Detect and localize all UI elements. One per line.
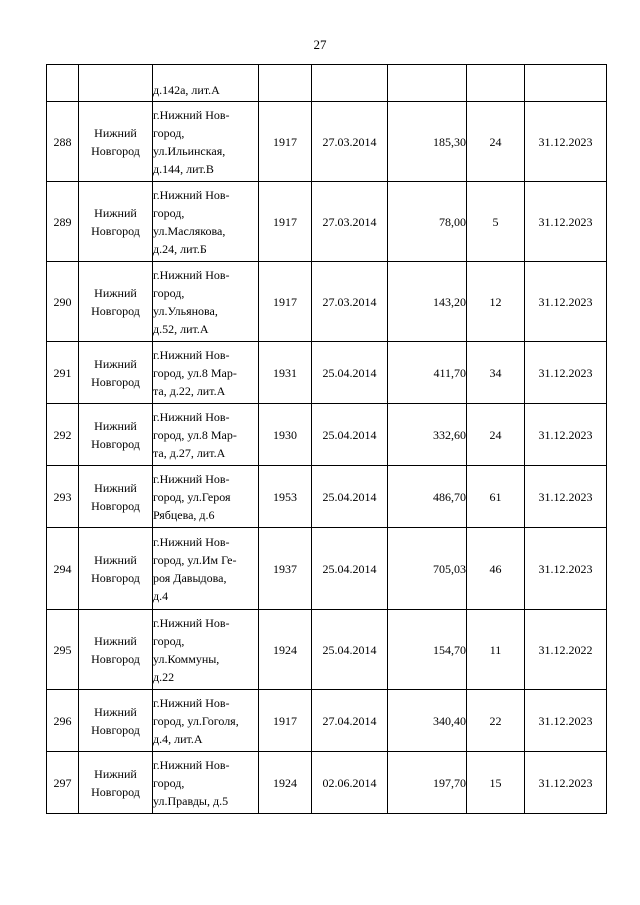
cell-num [47, 610, 79, 690]
address-line: д.142а, лит.А [153, 83, 220, 97]
row-number: 297 [53, 775, 72, 790]
recognition-date: 27.03.2014 [322, 214, 377, 229]
address-line: д.144, лит.В [153, 161, 214, 176]
recognition-date: 27.03.2014 [322, 294, 377, 309]
cell-area [388, 404, 467, 466]
residents-count: 22 [489, 713, 502, 728]
address-line: д.22 [153, 669, 175, 684]
city-line: Новгород [91, 722, 140, 737]
row-number: 295 [53, 642, 72, 657]
cell-date [312, 466, 388, 528]
area-value: 185,30 [433, 134, 466, 149]
table-row [47, 404, 607, 466]
cell-year [259, 262, 312, 342]
table-row [47, 102, 607, 182]
city-line: Нижний [94, 633, 137, 648]
address-line: г.Нижний Нов- [153, 757, 230, 772]
table-row [47, 752, 607, 814]
row-number: 288 [53, 134, 72, 149]
address-line: город, ул.8 Мар- [153, 365, 237, 380]
cell-date [312, 262, 388, 342]
cell-city [79, 752, 153, 814]
area-value: 197,70 [433, 775, 466, 790]
cell-deadline [525, 65, 607, 102]
row-number: 291 [53, 365, 72, 380]
cell-city [79, 466, 153, 528]
city-line: Новгород [91, 784, 140, 799]
cell-residents [467, 342, 525, 404]
cell-date [312, 102, 388, 182]
recognition-date: 25.04.2014 [322, 489, 377, 504]
cell-date [312, 610, 388, 690]
cell-deadline [525, 182, 607, 262]
cell-deadline [525, 342, 607, 404]
resettlement-deadline: 31.12.2023 [538, 365, 593, 380]
resettlement-deadline: 31.12.2023 [538, 134, 593, 149]
cell-date [312, 404, 388, 466]
residents-count: 34 [489, 365, 502, 380]
cell-date [312, 182, 388, 262]
page-number: 27 [313, 37, 327, 52]
table-row [47, 262, 607, 342]
city-line: Новгород [91, 570, 140, 585]
cell-num [47, 102, 79, 182]
cell-city [79, 102, 153, 182]
cell-area [388, 752, 467, 814]
area-value: 332,60 [433, 427, 466, 442]
resettlement-deadline: 31.12.2023 [538, 294, 593, 309]
area-value: 143,20 [433, 294, 466, 309]
address-line: город, ул.8 Мар- [153, 427, 237, 442]
address-line: город, ул.Им Ге- [153, 552, 237, 567]
residents-count: 11 [489, 642, 502, 657]
cell-num [47, 182, 79, 262]
cell-num [47, 342, 79, 404]
cell-area [388, 102, 467, 182]
city-line: Новгород [91, 374, 140, 389]
address-line: ул.Правды, д.5 [153, 793, 229, 808]
cell-area [388, 182, 467, 262]
cell-residents [467, 610, 525, 690]
build-year: 1924 [273, 775, 297, 790]
cell-year [259, 610, 312, 690]
address-line: та, д.22, лит.А [153, 383, 226, 398]
cell-city [79, 182, 153, 262]
address-line: г.Нижний Нов- [153, 107, 230, 122]
city-line: Нижний [94, 125, 137, 140]
city-line: Новгород [91, 436, 140, 451]
address-line: г.Нижний Нов- [153, 534, 230, 549]
cell-date [312, 752, 388, 814]
cell-deadline [525, 102, 607, 182]
table-row [47, 182, 607, 262]
recognition-date: 02.06.2014 [322, 775, 377, 790]
cell-year [259, 102, 312, 182]
address-line: Рябцева, д.6 [153, 507, 215, 522]
resettlement-deadline: 31.12.2022 [538, 642, 593, 657]
row-number: 290 [53, 294, 72, 309]
cell-address [153, 610, 259, 690]
cell-residents [467, 102, 525, 182]
cell-deadline [525, 752, 607, 814]
city-line: Новгород [91, 651, 140, 666]
address-line: город, [153, 633, 185, 648]
cell-year [259, 528, 312, 610]
cell-address [153, 182, 259, 262]
city-line: Нижний [94, 766, 137, 781]
area-value: 340,40 [433, 713, 466, 728]
cell-date [312, 342, 388, 404]
address-line: г.Нижний Нов- [153, 471, 230, 486]
resettlement-deadline: 31.12.2023 [538, 214, 593, 229]
residents-count: 5 [492, 214, 499, 229]
residents-count: 24 [489, 427, 502, 442]
cell-city [79, 342, 153, 404]
address-line: г.Нижний Нов- [153, 347, 230, 362]
cell-deadline [525, 404, 607, 466]
build-year: 1917 [273, 134, 297, 149]
city-line: Нижний [94, 356, 137, 371]
cell-city [79, 528, 153, 610]
cell-area [388, 528, 467, 610]
build-year: 1917 [273, 713, 297, 728]
city-line: Нижний [94, 418, 137, 433]
cell-area [388, 65, 467, 102]
build-year: 1937 [273, 561, 297, 576]
build-year: 1917 [273, 214, 297, 229]
cell-city [79, 262, 153, 342]
city-line: Новгород [91, 223, 140, 238]
cell-city [79, 610, 153, 690]
cell-address [153, 690, 259, 752]
cell-date [312, 690, 388, 752]
recognition-date: 25.04.2014 [322, 427, 377, 442]
cell-residents [467, 466, 525, 528]
cell-city [79, 65, 153, 102]
recognition-date: 25.04.2014 [322, 561, 377, 576]
address-line: г.Нижний Нов- [153, 409, 230, 424]
build-year: 1930 [273, 427, 297, 442]
cell-deadline [525, 466, 607, 528]
area-value: 411,70 [433, 365, 466, 380]
cell-residents [467, 262, 525, 342]
address-line: д.4 [153, 588, 169, 603]
cell-city [79, 404, 153, 466]
address-line: ул.Ульянова, [153, 303, 218, 318]
cell-address [153, 752, 259, 814]
residents-count: 61 [489, 489, 502, 504]
area-value: 486,70 [433, 489, 466, 504]
city-line: Новгород [91, 143, 140, 158]
recognition-date: 25.04.2014 [322, 642, 377, 657]
residents-count: 12 [489, 294, 502, 309]
cell-area [388, 610, 467, 690]
address-line: д.24, лит.Б [153, 241, 207, 256]
build-year: 1931 [273, 365, 297, 380]
address-line: г.Нижний Нов- [153, 267, 230, 282]
area-value: 154,70 [433, 642, 466, 657]
cell-area [388, 690, 467, 752]
cell-address [153, 102, 259, 182]
cell-year [259, 404, 312, 466]
address-line: ул.Коммуны, [153, 651, 220, 666]
row-number: 292 [53, 427, 72, 442]
address-line: г.Нижний Нов- [153, 695, 230, 710]
recognition-date: 25.04.2014 [322, 365, 377, 380]
cell-year [259, 182, 312, 262]
city-line: Нижний [94, 480, 137, 495]
residents-count: 15 [489, 775, 502, 790]
cell-address [153, 404, 259, 466]
row-number: 294 [53, 561, 72, 576]
cell-address [153, 528, 259, 610]
address-line: город, ул.Гоголя, [153, 713, 239, 728]
cell-num [47, 466, 79, 528]
cell-deadline [525, 262, 607, 342]
cell-residents [467, 690, 525, 752]
address-line: город, [153, 285, 185, 300]
cell-date [312, 528, 388, 610]
continuation-row [47, 65, 607, 102]
address-line: ул.Ильинская, [153, 143, 226, 158]
cell-address [153, 262, 259, 342]
city-line: Нижний [94, 285, 137, 300]
cell-year [259, 466, 312, 528]
area-value: 705,03 [433, 561, 466, 576]
address-line: роя Давыдова, [153, 570, 227, 585]
cell-city [79, 690, 153, 752]
build-year: 1953 [273, 489, 297, 504]
cell-area [388, 342, 467, 404]
cell-address [153, 342, 259, 404]
recognition-date: 27.03.2014 [322, 134, 377, 149]
address-line: та, д.27, лит.А [153, 445, 226, 460]
cell-residents [467, 404, 525, 466]
address-line: город, [153, 775, 185, 790]
city-line: Нижний [94, 704, 137, 719]
build-year: 1924 [273, 642, 297, 657]
city-line: Новгород [91, 498, 140, 513]
cell-num [47, 752, 79, 814]
address-line: город, [153, 205, 185, 220]
row-number: 293 [53, 489, 72, 504]
cell-deadline [525, 690, 607, 752]
row-number: 296 [53, 713, 72, 728]
cell-deadline [525, 610, 607, 690]
table-row [47, 342, 607, 404]
cell-residents [467, 182, 525, 262]
address-line: город, [153, 125, 185, 140]
resettlement-deadline: 31.12.2023 [538, 489, 593, 504]
cell-year [259, 690, 312, 752]
table-row [47, 528, 607, 610]
build-year: 1917 [273, 294, 297, 309]
resettlement-deadline: 31.12.2023 [538, 561, 593, 576]
area-value: 78,00 [439, 214, 466, 229]
housing-registry-table [46, 64, 607, 814]
resettlement-deadline: 31.12.2023 [538, 775, 593, 790]
cell-area [388, 466, 467, 528]
cell-num [47, 262, 79, 342]
cell-num [47, 690, 79, 752]
address-line: г.Нижний Нов- [153, 187, 230, 202]
cell-address [153, 65, 259, 102]
resettlement-deadline: 31.12.2023 [538, 427, 593, 442]
cell-year [259, 65, 312, 102]
cell-address [153, 466, 259, 528]
resettlement-deadline: 31.12.2023 [538, 713, 593, 728]
address-line: ул.Маслякова, [153, 223, 226, 238]
address-line: город, ул.Героя [153, 489, 231, 504]
table-row [47, 690, 607, 752]
city-line: Нижний [94, 552, 137, 567]
table-row [47, 466, 607, 528]
cell-year [259, 752, 312, 814]
cell-area [388, 262, 467, 342]
residents-count: 24 [489, 134, 502, 149]
address-line: д.52, лит.А [153, 321, 209, 336]
cell-date [312, 65, 388, 102]
cell-num [47, 404, 79, 466]
residents-count: 46 [489, 561, 502, 576]
recognition-date: 27.04.2014 [322, 713, 377, 728]
table-row [47, 610, 607, 690]
cell-deadline [525, 528, 607, 610]
address-line: д.4, лит.А [153, 731, 203, 746]
cell-residents [467, 65, 525, 102]
cell-year [259, 342, 312, 404]
cell-num [47, 65, 79, 102]
address-line: г.Нижний Нов- [153, 615, 230, 630]
cell-residents [467, 528, 525, 610]
city-line: Нижний [94, 205, 137, 220]
city-line: Новгород [91, 303, 140, 318]
row-number: 289 [53, 214, 72, 229]
cell-num [47, 528, 79, 610]
cell-residents [467, 752, 525, 814]
